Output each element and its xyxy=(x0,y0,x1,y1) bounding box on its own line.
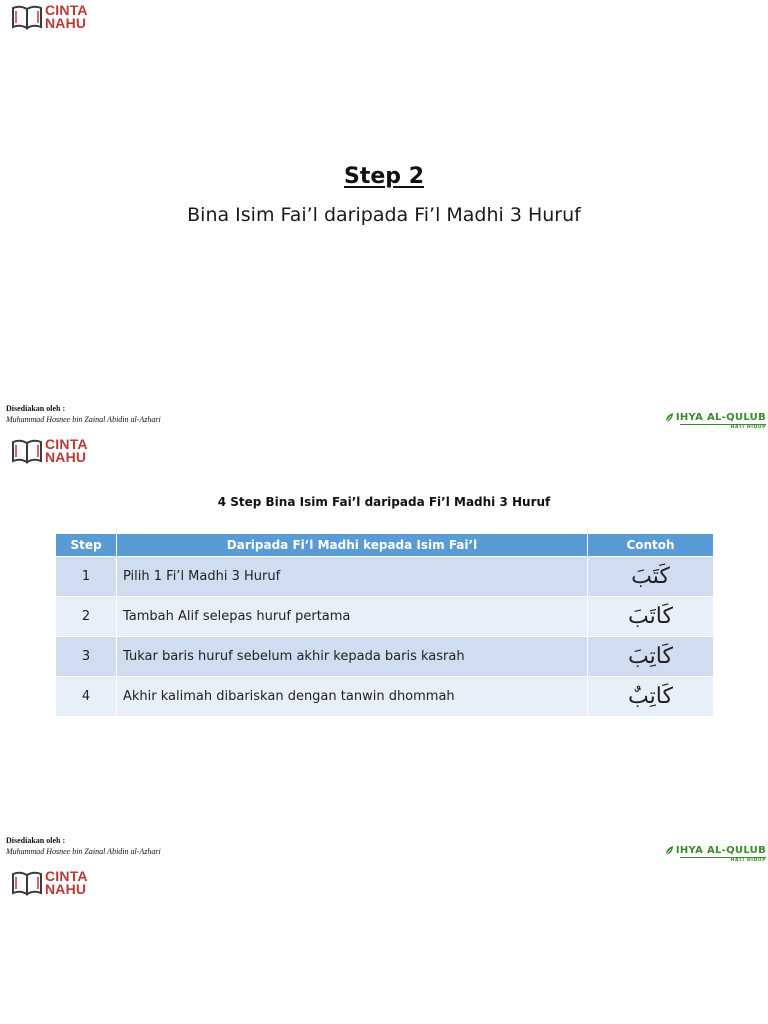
leaf-icon xyxy=(665,412,674,423)
open-book-icon xyxy=(11,869,43,897)
logo-line-1: CINTA xyxy=(45,436,88,452)
column-header-description: Daripada Fi’l Madhi kepada Isim Fai’l xyxy=(117,534,588,557)
ihya-logo xyxy=(660,412,766,430)
logo-line-1: CINTA xyxy=(45,868,88,884)
cinta-nahu-logo xyxy=(11,437,88,465)
steps-table xyxy=(55,533,714,717)
logo-text xyxy=(45,4,88,30)
table-row xyxy=(56,597,714,637)
ihya-tagline: HATI HIDUP xyxy=(730,858,766,863)
arabic-example: كَاتِبَ xyxy=(588,637,714,677)
table-row xyxy=(56,677,714,717)
footer-credit xyxy=(6,835,161,857)
arabic-example: كَاتِبٌ xyxy=(588,677,714,717)
logo-line-1: CINTA xyxy=(45,2,88,18)
step-description: Pilih 1 Fi’l Madhi 3 Huruf xyxy=(117,557,588,597)
slide-title-text: Step 2 xyxy=(344,164,424,189)
leaf-icon xyxy=(665,845,674,856)
ihya-logo xyxy=(660,845,766,863)
slide-subtitle: Bina Isim Fai’l daripada Fi’l Madhi 3 Huruf xyxy=(187,204,581,226)
column-header-step: Step xyxy=(56,534,117,557)
open-book-icon xyxy=(11,3,43,31)
footer-credit xyxy=(6,403,161,425)
footer-author: Muhammad Hosnee bin Zainal Abidin al-Azhari xyxy=(6,847,161,856)
logo-line-2: NAHU xyxy=(45,881,87,897)
step-description: Tukar baris huruf sebelum akhir kepada baris kasrah xyxy=(117,637,588,677)
logo-text xyxy=(45,870,88,896)
open-book-icon xyxy=(11,437,43,465)
step-number: 4 xyxy=(56,677,117,717)
slide-title xyxy=(0,164,768,189)
logo-line-2: NAHU xyxy=(45,449,87,465)
step-number: 1 xyxy=(56,557,117,597)
arabic-example: كَاتَبَ xyxy=(588,597,714,637)
footer-label: Disediakan oleh : xyxy=(6,836,66,845)
footer-label: Disediakan oleh : xyxy=(6,404,66,413)
table-row xyxy=(56,557,714,597)
logo-text xyxy=(45,438,88,464)
arabic-example: كَتَبَ xyxy=(588,557,714,597)
column-header-example: Contoh xyxy=(588,534,714,557)
step-number: 2 xyxy=(56,597,117,637)
cinta-nahu-logo xyxy=(11,3,88,31)
step-description: Akhir kalimah dibariskan dengan tanwin dhommah xyxy=(117,677,588,717)
step-number: 3 xyxy=(56,637,117,677)
table-row xyxy=(56,637,714,677)
footer-author: Muhammad Hosnee bin Zainal Abidin al-Azhari xyxy=(6,415,161,424)
table-heading: 4 Step Bina Isim Fai’l daripada Fi’l Madhi 3 Huruf xyxy=(217,495,551,509)
table-header-row xyxy=(56,534,714,557)
ihya-tagline: HATI HIDUP xyxy=(730,425,766,430)
ihya-name: IHYA AL-QULUB xyxy=(675,412,766,423)
logo-line-2: NAHU xyxy=(45,15,87,31)
ihya-name: IHYA AL-QULUB xyxy=(675,845,766,856)
step-description: Tambah Alif selepas huruf pertama xyxy=(117,597,588,637)
cinta-nahu-logo xyxy=(11,869,88,897)
